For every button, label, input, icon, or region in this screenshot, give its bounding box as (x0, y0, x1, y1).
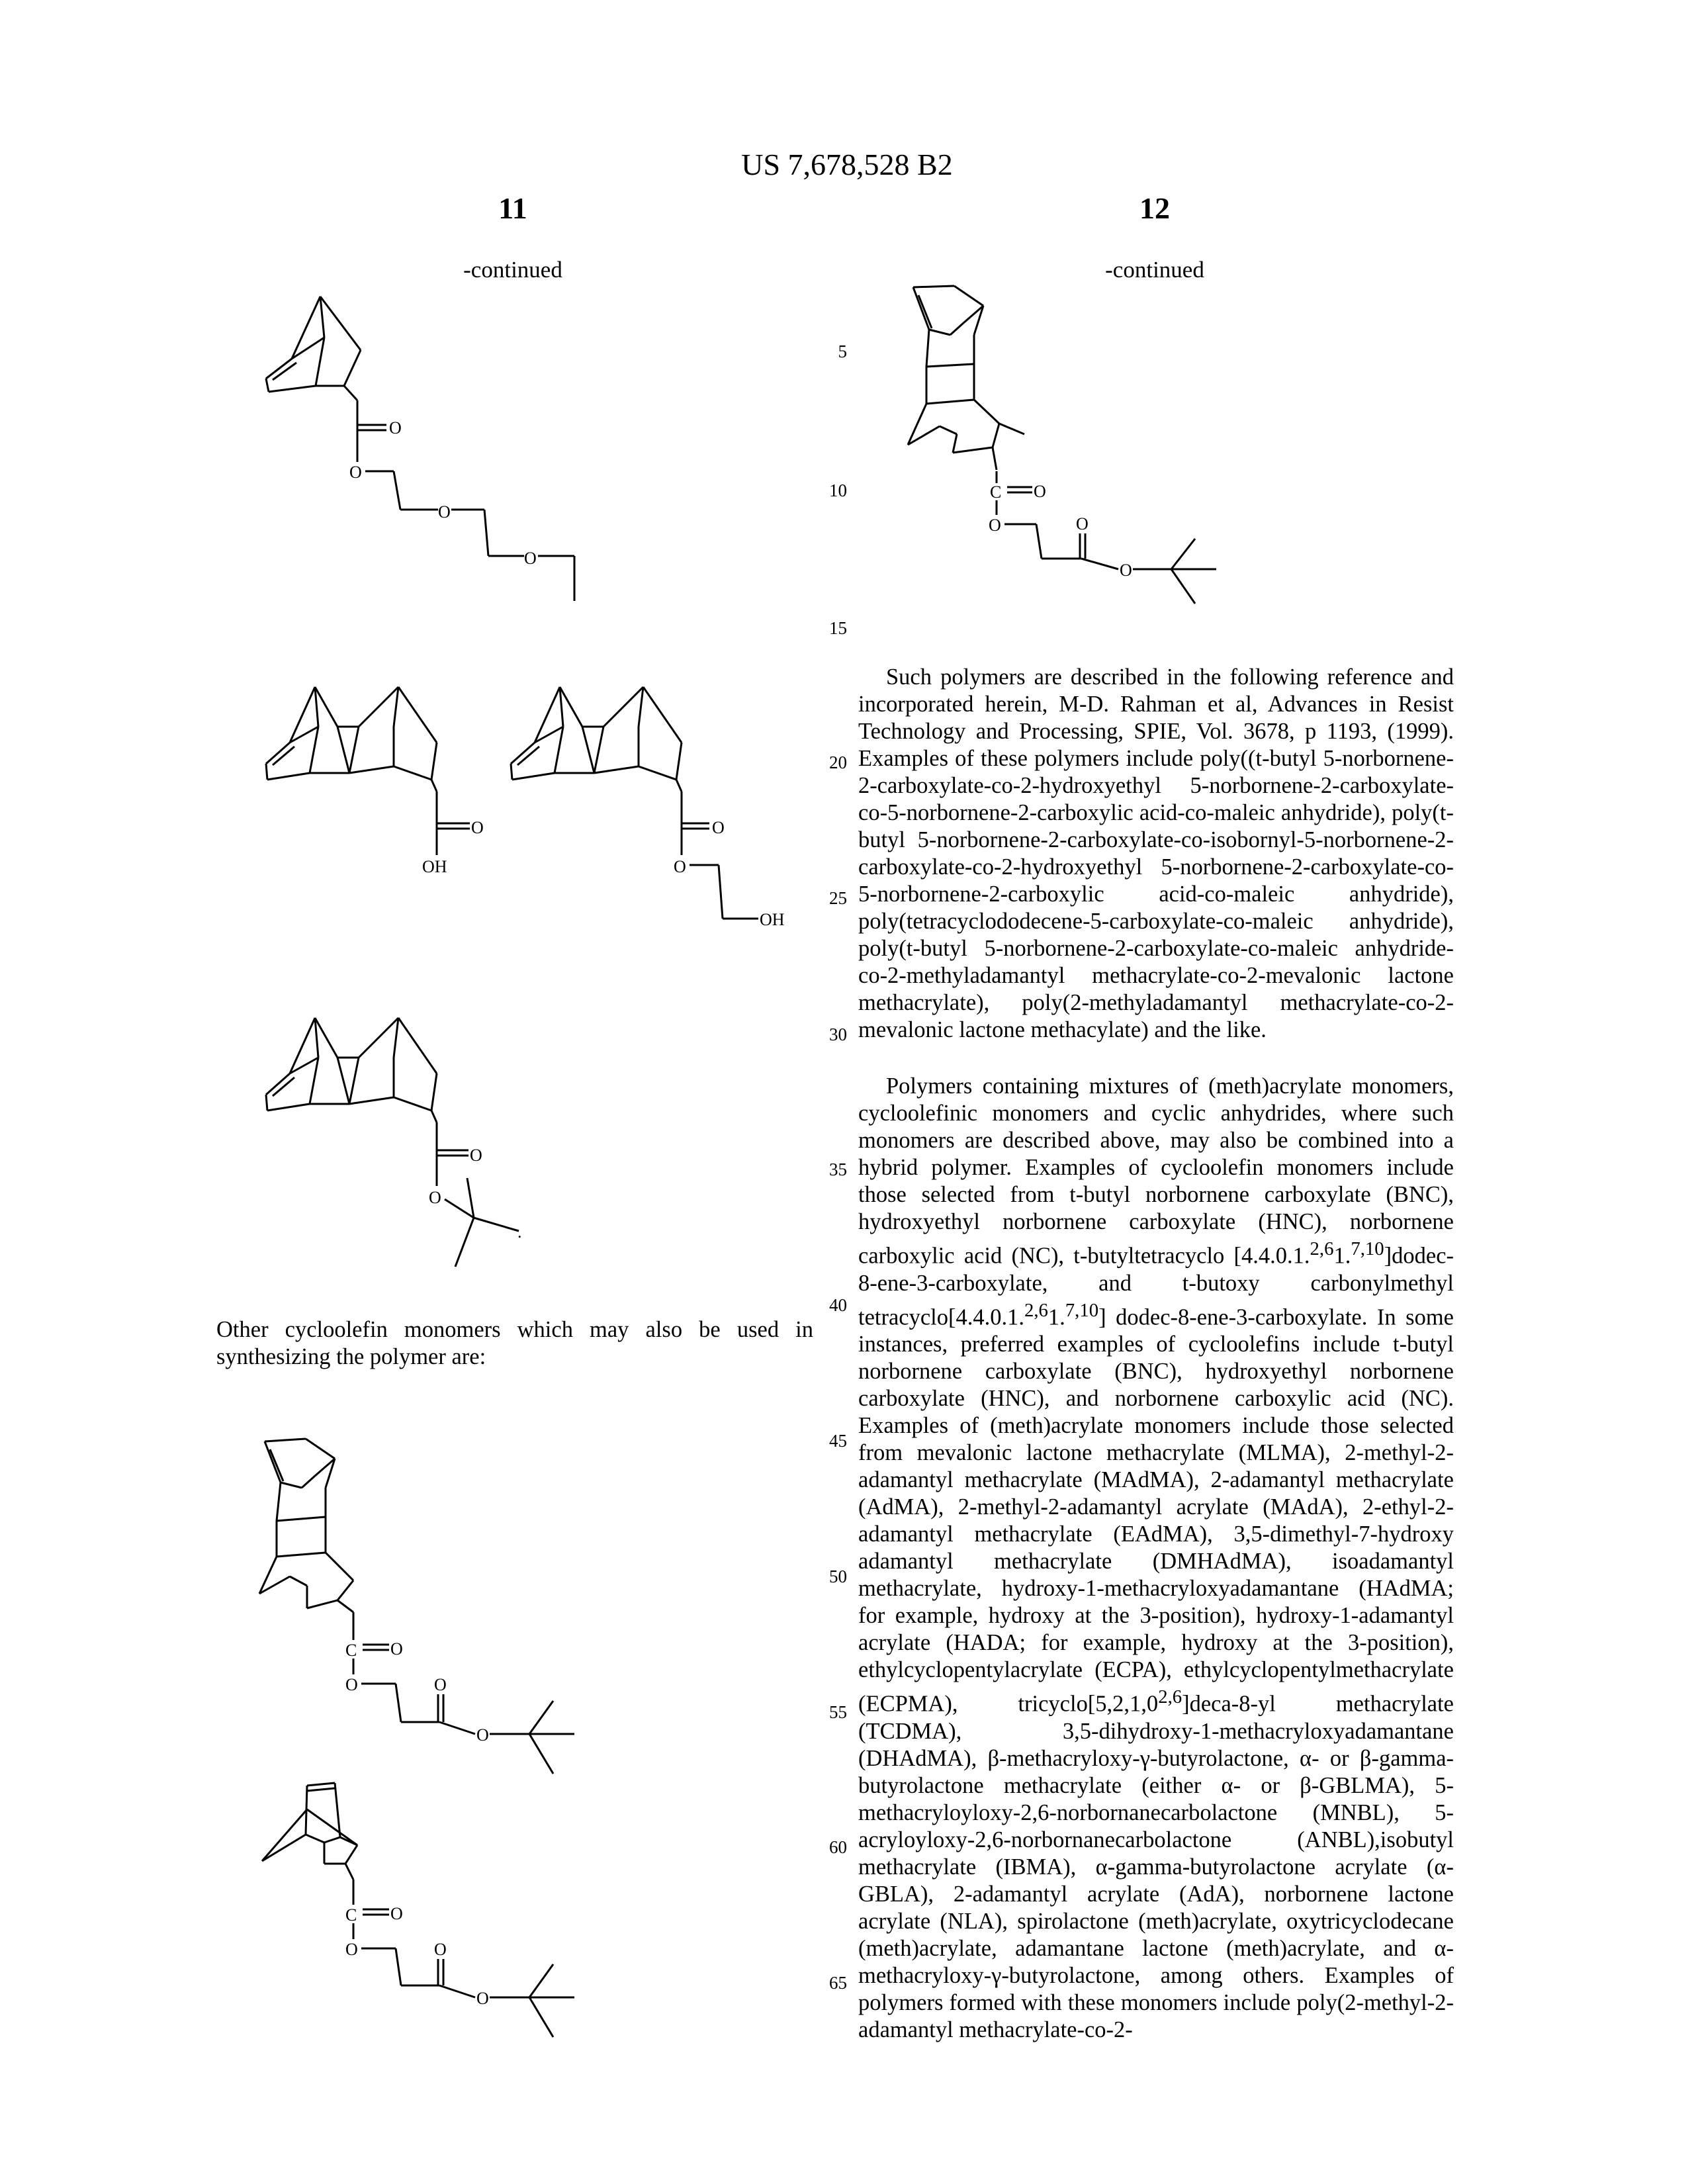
line-number: 10 (818, 480, 847, 501)
superscript: 2,6 (1158, 1686, 1182, 1707)
structure-norbornene-ethoxyethoxyethyl-ester (258, 291, 602, 609)
line-number: 15 (818, 618, 847, 639)
para2-part-a: Polymers containing mixtures of (meth)acrylate monomers, cycloolefinic monomers and cyclic anhydrides, where such monomers are described above, may also be combined into a hybrid polymer. Examples of cycloolefin monomers include those selected from t-butyl norbornene carboxylate (BNC), hydroxyethyl norbornene carboxylate (HNC), norbornene carboxylic acid (NC), t-butyltetracyclo [4.4.0.1. (858, 1073, 1454, 1269)
continued-label-right: -continued (1055, 257, 1254, 283)
ether-o-label-2: O (524, 549, 537, 568)
line-number: 35 (818, 1160, 847, 1180)
ester-carbonyl-o-label: O (712, 818, 725, 837)
structure-pentacyclic-tbutoxycarbonylmethyl-ester (251, 1430, 596, 1787)
ester-o-label: O (429, 1188, 441, 1207)
acetate-carbonyl-o-label: O (434, 1940, 447, 1959)
c-label: C (345, 1641, 357, 1660)
column-number-left: 11 (447, 191, 579, 226)
superscript: 2,6 (1310, 1238, 1334, 1259)
line-number: 25 (818, 888, 847, 909)
ester-o-label: O (345, 1675, 358, 1694)
carbonyl-o-label: O (390, 1904, 403, 1923)
structure-tetracyclododecene-tbutyl-ester (258, 1013, 549, 1291)
para2-part-b2: 1. (1048, 1304, 1065, 1330)
acid-carbonyl-o-label: O (471, 818, 484, 837)
structure-tetracyclododecene-carboxylic-acid (258, 682, 510, 893)
acid-oh-label: OH (422, 857, 447, 876)
carbonyl-o-label: O (389, 418, 402, 437)
ester-o-label: O (674, 857, 686, 876)
line-number: 55 (818, 1702, 847, 1723)
acetate-ester-o-label: O (476, 1725, 489, 1745)
trailing-dot: . (517, 1222, 522, 1242)
column-number-right: 12 (1089, 191, 1221, 226)
acetate-ester-o-label: O (1120, 561, 1132, 580)
structure-tetracyclododecene-hydroxyethyl-ester (503, 682, 821, 946)
para1-text: Such polymers are described in the following reference and incorporated herein, M-D. Rahman et al, Advances in Resist Technology and Processing, SPIE, Vol. 3678, p 1193, (1999). Examples of these polymers include poly((t-butyl 5-norbornene-2-carboxylate-co-2-hydroxyethyl 5-norbornene-2-carboxylate-co-5-norbornene-2-carboxylic acid-co-maleic anhydride), poly(t-butyl 5-norbornene-2-carboxylate-co-isobornyl-5-norbornene-2-carboxylate-co-2-hydroxyethyl 5-norbornene-2-carboxylate-co-5-norbornene-2-carboxylic acid-co-maleic anhydride), poly(tetracyclododecene-5-carboxylate-co-maleic anhydride), poly(t-butyl 5-norbornene-2-carboxylate-co-maleic anhydride-co-2-methyladamantyl methacrylate-co-2-mevalonic lactone methacrylate), poly(2-methyladamantyl methacrylate-co-2-mevalonic lactone methacylate) and the like. (858, 664, 1454, 1042)
para2-part-d: ] dodec-8-ene-3-carboxylate. In some instances, preferred examples of cycloolefins include t-butyl norbornene carboxylate (BNC), hydroxyethyl norbornene carboxylate (HNC), and norbornene carboxylic acid (NC). Examples of (meth)acrylate monomers include those selected from mevalonic lactone methacrylate (MLMA), 2-methyl-2-adamantyl methacrylate (MAdMA), 2-adamantyl methacrylate (AdMA), 2-methyl-2-adamantyl acrylate (MAdA), 2-ethyl-2-adamantyl methacrylate (EAdMA), 3,5-dimethyl-7-hydroxy adamantyl methacrylate (DMHAdMA), isoadamantyl methacrylate, hydroxy-1-methacryloxyadamantane (HAdMA; for example, hydroxy at the 3-position), hydroxy-1-adamantyl acrylate (HADA; for example, hydroxy at the 3-position), ethylcyclopentylacrylate (ECPA), ethylcyclopentylmethacrylate (ECPMA), tricyclo[5,2,1,0 (858, 1304, 1454, 1717)
polymer-reference-paragraph (858, 664, 1454, 1044)
acetate-carbonyl-o-label: O (434, 1675, 447, 1694)
continued-label-left: -continued (414, 257, 612, 283)
structure-methyl-pentacyclic-tbutoxycarbonylmethyl-ester (900, 278, 1244, 596)
ether-o-label-1: O (438, 502, 451, 522)
superscript: 7,10 (1065, 1300, 1098, 1321)
para2-part-e: ]deca-8-yl methacrylate (TCDMA), 3,5-dihydroxy-1-methacryloxyadamantane (DHAdMA), β-methacryloxy-γ-butyrolactone, α- or β-gamma-butyrolactone methacrylate (either α- or β-GBLMA), 5-methacryloyloxy-2,6-norbornanecarbolactone (MNBL), 5-acryloyloxy-2,6-norbornanecarbolactone (ANBL),isobutyl methacrylate (IBMA), α-gamma-butyrolactone acrylate (α-GBLA), 2-adamantyl acrylate (AdA), norbornene lactone acrylate (NLA), spirolactone (meth)acrylate, oxytricyclodecane (meth)acrylate, adamantane lactone (meth)acrylate, and α-methacryloxy-γ-butyrolactone, among others. Examples of polymers formed with these monomers include poly(2-methyl-2-adamantyl methacrylate-co-2- (858, 1692, 1454, 2042)
hybrid-polymer-paragraph (858, 1073, 1454, 2044)
ester-carbonyl-o-label: O (470, 1146, 482, 1165)
ester-o-label: O (345, 1940, 358, 1959)
para2-part-b: 1. (1333, 1244, 1351, 1269)
line-number: 30 (818, 1024, 847, 1045)
c-label: C (345, 1905, 357, 1925)
patent-number: US 7,678,528 B2 (0, 147, 1694, 182)
carbonyl-o-label: O (1034, 482, 1046, 501)
para2-part-c: ]dodec-8-ene-3-carboxylate, and t-butoxy carbonylmethyl tetracyclo[4.4.0.1. (858, 1244, 1454, 1330)
superscript: 7,10 (1351, 1238, 1384, 1259)
line-number: 60 (818, 1837, 847, 1858)
acetate-ester-o-label: O (476, 1989, 489, 2008)
ester-o-label: O (349, 463, 362, 482)
line-number: 5 (818, 341, 847, 362)
line-number: 20 (818, 752, 847, 773)
acetate-carbonyl-o-label: O (1076, 514, 1089, 533)
line-number: 40 (818, 1295, 847, 1316)
hydroxyl-oh-label: OH (760, 910, 785, 929)
line-number: 45 (818, 1431, 847, 1451)
ester-o-label: O (989, 516, 1001, 535)
line-number: 50 (818, 1567, 847, 1587)
other-monomers-text: Other cycloolefin monomers which may also be used in synthesizing the polymer are: (216, 1316, 813, 1371)
structure-norbornene-tbutoxycarbonylmethyl-ester (251, 1774, 596, 2058)
c-label: C (990, 482, 1001, 502)
line-number: 65 (818, 1973, 847, 1993)
superscript: 2,6 (1024, 1300, 1048, 1321)
carbonyl-o-label: O (390, 1639, 403, 1659)
